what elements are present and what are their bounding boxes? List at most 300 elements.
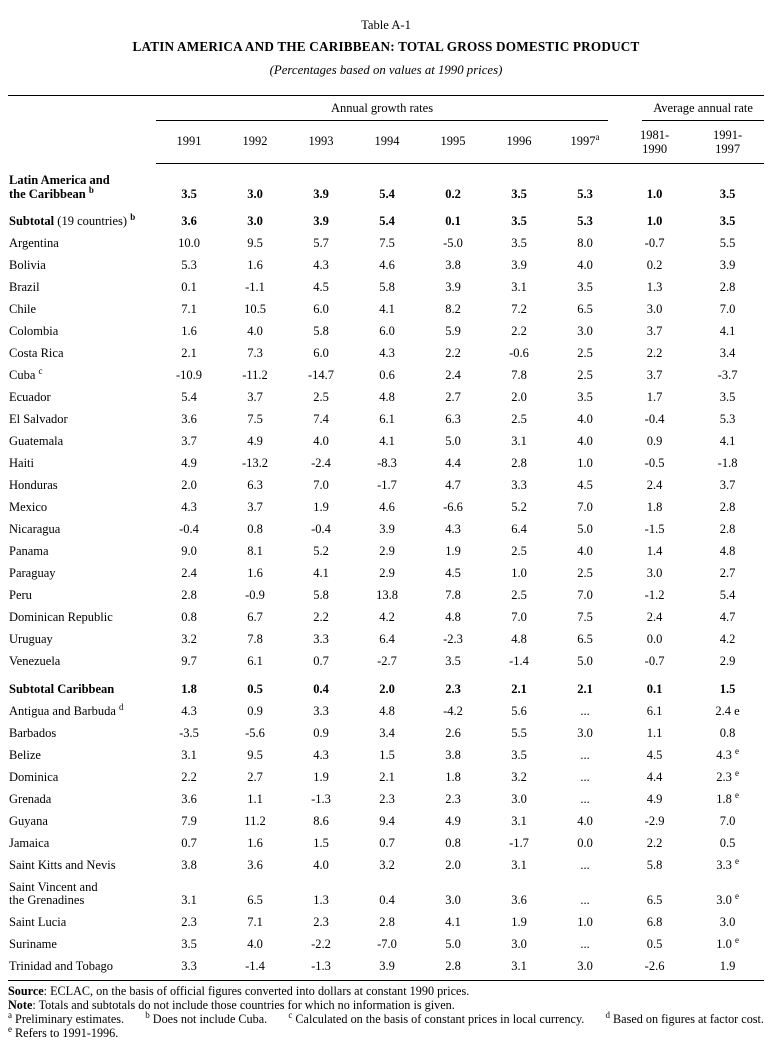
value-cell: 2.8 [420,956,486,981]
value-cell: 4.3 [313,258,329,272]
value-cell: 7.0 [313,478,329,492]
value-cell: 8.6 [313,813,329,828]
value-cell: 1.0 $^e$ [716,934,739,951]
value-cell: 3.5 [719,214,736,228]
country-label: Saint Vincent and the Grenadines [9,879,98,907]
table-row [8,810,764,832]
value-cell: 1.0 [577,915,593,929]
table-row [8,585,764,607]
country-label: Dominica [9,769,59,784]
col-header-1991: 1991 [156,121,222,163]
footnote-marker-e: e [734,855,739,866]
value-cell: 1.9 [313,769,329,784]
value-cell: 2.3 [445,791,461,806]
title-block [8,18,764,78]
value-cell: -5.0 [443,236,463,250]
value-cell: 3.2 [181,632,197,646]
value-cell: -3.5 [179,725,199,740]
column-group-average: Average annual rate [618,96,764,122]
source-text: : ECLAC, on the basis of official figures converted into dollars at constant 1990 prices. [43,983,470,998]
table-row [8,519,764,541]
table-row [8,409,764,431]
value-cell: 7.0 [577,500,593,514]
value-cell: 3.0 [511,791,527,806]
value-cell: 4.8 [445,610,461,624]
value-cell: 3.0 [511,937,527,951]
value-cell: 4.3 [313,747,329,762]
value-cell: 2.4 [646,478,663,492]
value-cell: 4.0 [577,544,593,558]
value-cell: 4.9 [646,791,663,806]
value-cell: -1.5 [644,522,665,536]
value-cell: 6.5 [247,893,263,907]
value-cell: 3.3 [511,478,527,492]
value-cell: 5.0 [445,937,461,951]
table-row [8,934,764,956]
value-cell: 6.1 [646,703,663,718]
value-cell: 2.0 [445,857,461,872]
value-cell: 1.5 [719,681,736,696]
value-cell: 2.2 [511,324,527,338]
value-cell: 2.8 [379,915,395,929]
value-cell: 0.8 [445,835,461,850]
value-cell: 6.4 [511,522,527,536]
value-cell: 4.3 [445,522,461,536]
value-cell: 3.0 [646,302,663,316]
value-cell: ... [580,937,590,951]
value-cell: -5.6 [245,725,265,740]
value-cell: 0.8 [719,725,736,740]
value-cell: -1.3 [288,956,354,981]
value-cell: 7.2 [511,302,527,316]
value-cell: 6.7 [247,610,263,624]
col-header-1994: 1994 [354,121,420,163]
value-cell: 5.8 [646,857,663,872]
value-cell: 3.8 [181,857,197,872]
table-row [8,343,764,365]
value-cell: 6.3 [445,412,461,426]
value-cell: 3.5 [511,186,527,201]
value-cell: 4.5 [313,280,329,294]
value-cell: 4.8 [379,390,395,404]
value-cell: 0.1 [646,681,663,696]
country-label: Barbados [9,725,57,740]
value-cell: 5.0 [577,522,593,536]
value-cell: 3.8 [445,258,461,272]
footnote-marker-d: d [119,701,124,712]
country-label: Argentina [9,236,59,250]
value-cell: 4.8 [379,703,395,718]
value-cell: 3.6 [181,412,197,426]
value-cell: 1.0 [577,456,593,470]
value-cell: 1.6 [247,566,263,580]
value-cell: 4.1 [719,434,736,448]
country-label: Mexico [9,500,48,514]
value-cell: 2.5 [511,544,527,558]
col-header-1997: 1997$^a$ [552,121,618,163]
value-cell: 4.0 [247,937,263,951]
country-label: Haiti [9,456,34,470]
value-cell: 0.9 [247,703,263,718]
value-cell: 3.2 [379,857,395,872]
value-cell: 2.3 [445,681,461,696]
value-cell: 0.9 [313,725,329,740]
value-cell: 7.4 [313,412,329,426]
value-cell: 2.5 [577,566,593,580]
value-cell: 2.0 [511,390,527,404]
value-cell: 2.4 [181,566,197,580]
value-cell: 1.3 [646,280,663,294]
value-cell: 6.1 [379,412,395,426]
value-cell: 7.8 [511,368,527,382]
value-cell: -0.4 [311,522,331,536]
value-cell: 2.0 [181,478,197,492]
value-cell: -1.2 [644,588,665,602]
value-cell: 5.8 [313,324,329,338]
value-cell: 0.0 [577,835,593,850]
footnotes-line [8,1012,764,1026]
value-cell: 4.3 [181,500,197,514]
table-row [8,832,764,854]
value-cell: 1.0 [646,214,663,228]
page-title: LATIN AMERICA AND THE CARIBBEAN: TOTAL GROSS DOMESTIC PRODUCT [132,39,640,54]
value-cell: 3.1 [511,813,527,828]
subtitle: (Percentages based on values at 1990 prices) [269,63,503,77]
value-cell: 1.9 [691,956,764,981]
col-header-1992: 1992 [222,121,288,163]
value-cell: 5.7 [313,236,329,250]
value-cell: 1.9 [445,544,461,558]
value-cell: 7.1 [181,302,197,316]
value-cell: 3.8 [445,747,461,762]
value-cell: 4.0 [313,857,329,872]
source-label: Source [8,983,44,998]
note-line [8,998,764,1012]
value-cell: 3.1 [511,280,527,294]
value-cell: 6.4 [379,632,395,646]
value-cell: 2.5 [577,368,593,382]
value-cell: 1.6 [247,835,263,850]
value-cell: 3.5 [511,236,527,250]
value-cell: 0.7 [379,835,395,850]
value-cell: 1.1 [247,791,263,806]
value-cell: 7.3 [247,346,263,360]
value-cell: 4.7 [719,610,736,624]
value-cell: 3.0 [247,186,263,201]
value-cell: -0.9 [245,588,265,602]
table-row [8,700,764,722]
value-cell: -1.8 [717,456,738,470]
value-cell: 1.1 [646,725,663,740]
value-cell: 7.0 [577,588,593,602]
note-text: : Totals and subtotals do not include those countries for which no information is given. [32,997,455,1012]
value-cell: 4.3 [379,346,395,360]
value-cell: 0.2 [646,258,663,272]
value-cell: -2.2 [311,937,331,951]
table-row [8,163,764,205]
value-cell: 3.7 [181,434,197,448]
value-cell: 1.0 [511,566,527,580]
col-header-1995: 1995 [420,121,486,163]
value-cell: 3.9 [445,280,461,294]
value-cell: 4.5 [445,566,461,580]
value-cell: 6.0 [313,346,329,360]
value-cell: 4.9 [181,456,197,470]
footnote-d: $^d$ Based on figures at factor cost. [605,1010,764,1027]
value-cell: 2.4 e [715,703,740,718]
table-row [8,233,764,255]
value-cell: -4.2 [443,703,463,718]
value-cell: 13.8 [376,588,398,602]
value-cell: 2.9 [379,566,395,580]
value-cell: 0.4 [313,681,329,696]
value-cell: 4.0 [577,412,593,426]
value-cell: 4.6 [379,258,395,272]
table-row [8,365,764,387]
country-label: Belize [9,747,41,762]
value-cell: 0.5 [247,681,263,696]
table-row [8,205,764,233]
table-row [8,475,764,497]
value-cell: -1.4 [222,956,288,981]
value-cell: 1.5 [379,747,395,762]
value-cell: 7.8 [247,632,263,646]
value-cell: 0.4 [379,893,395,907]
value-cell: 5.3 [577,214,593,228]
value-cell: 0.8 [247,522,263,536]
country-label: Trinidad and Tobago [8,956,156,981]
value-cell: 7.5 [379,236,395,250]
value-cell: 4.1 [379,434,395,448]
value-cell: 3.0 [247,214,263,228]
value-cell: 7.5 [247,412,263,426]
footnote-marker-e: e [734,890,739,901]
value-cell: 9.5 [247,236,263,250]
value-cell: 2.8 [181,588,197,602]
value-cell: 3.0 [577,324,593,338]
country-label: Chile [9,302,37,316]
value-cell: 7.5 [577,610,593,624]
value-cell: 2.3 [181,915,197,929]
value-cell: 7.0 [719,302,736,316]
footnote-marker-e: e [734,934,739,945]
value-cell: 3.5 [511,747,527,762]
country-label: Panama [9,544,49,558]
value-cell: 3.7 [646,368,663,382]
value-cell: 5.4 [379,186,395,201]
country-label: Honduras [9,478,58,492]
value-cell: 3.0 [552,956,618,981]
value-cell: 4.8 [511,632,527,646]
value-cell: -1.7 [509,835,529,850]
value-cell: 2.6 [445,725,461,740]
value-cell: 7.8 [445,588,461,602]
value-cell: 2.1 [379,769,395,784]
table-row [8,607,764,629]
value-cell: 3.6 [247,857,263,872]
country-label: Saint Kitts and Nevis [9,857,116,872]
table-row [8,299,764,321]
country-label: Guatemala [9,434,64,448]
value-cell: 2.5 [511,588,527,602]
value-cell: 3.1 [511,434,527,448]
value-cell: 2.8 [719,280,736,294]
value-cell: 2.7 [719,566,736,580]
value-cell: 2.2 [445,346,461,360]
value-cell: -2.7 [377,654,397,668]
value-cell: 1.5 [313,835,329,850]
value-cell: 3.6 [511,893,527,907]
country-label: Uruguay [9,632,53,646]
value-cell: 3.5 [181,937,197,951]
footnote-marker-e: e [734,767,739,778]
value-cell: 9.4 [379,813,395,828]
value-cell: 3.7 [646,324,663,338]
value-cell: 5.4 [379,214,395,228]
value-cell: 4.7 [445,478,461,492]
value-cell: -0.6 [509,346,529,360]
value-cell: -0.7 [644,654,665,668]
value-cell: 9.5 [247,747,263,762]
value-cell: 6.1 [247,654,263,668]
value-cell: 2.2 [313,610,329,624]
value-cell: 2.3 [313,915,329,929]
value-cell: 3.7 [719,478,736,492]
value-cell: 0.1 [181,280,197,294]
value-cell: 0.8 [181,610,197,624]
value-cell: 3.1 [181,747,197,762]
value-cell: 3.5 [577,390,593,404]
value-cell: 1.4 [646,544,663,558]
value-cell: -10.9 [175,368,203,382]
value-cell: 2.5 [511,412,527,426]
value-cell: 3.5 [181,186,197,201]
value-cell: 8.1 [247,544,263,558]
value-cell: 3.4 [719,346,736,360]
value-cell: 3.5 [577,280,593,294]
value-cell: 10.5 [244,302,266,316]
value-cell: -8.3 [377,456,397,470]
value-cell: 6.5 [577,302,593,316]
value-cell: 4.5 [577,478,593,492]
value-cell: 3.5 [511,214,527,228]
table-row [8,563,764,585]
table-row [8,956,764,981]
value-cell: 8.2 [445,302,461,316]
value-cell: 4.6 [379,500,395,514]
value-cell: -1.1 [245,280,265,294]
value-cell: 4.0 [577,258,593,272]
value-cell: 3.1 [181,893,197,907]
value-cell: 2.3 [379,791,395,806]
country-label: Suriname [9,937,57,951]
value-cell: 2.0 [379,681,395,696]
value-cell: 0.0 [646,632,663,646]
table-number: Table A-1 [361,18,411,32]
value-cell: 1.8 [646,500,663,514]
footnote-marker-c: c [38,365,43,376]
value-cell: -0.5 [644,456,665,470]
footnote-marker-b: b [130,211,136,222]
country-label: Grenada [9,791,52,806]
col-header-1996: 1996 [486,121,552,163]
value-cell: 3.2 [511,769,527,784]
table-row [8,541,764,563]
footnote-a: $^a$ Preliminary estimates. [8,1010,125,1027]
value-cell: 2.8 [719,500,736,514]
value-cell: 0.7 [181,835,197,850]
value-cell: -14.7 [307,368,335,382]
value-cell: 7.0 [719,813,736,828]
value-cell: 3.1 [486,956,552,981]
table-row [8,766,764,788]
value-cell: 5.5 [719,236,736,250]
value-cell: 5.5 [511,725,527,740]
table-row [8,431,764,453]
value-cell: 3.9 [719,258,736,272]
value-cell: 5.0 [577,654,593,668]
footnote-marker-a: a [595,132,600,143]
value-cell: 4.1 [719,324,736,338]
country-label: Jamaica [9,835,50,850]
value-cell: 3.5 [719,390,736,404]
footnote-e: $^e$ Refers to 1991-1996. [8,1024,119,1041]
value-cell: 6.8 [646,915,663,929]
country-label: Dominican Republic [9,610,113,624]
value-cell: 2.7 [445,390,461,404]
value-cell: -13.2 [241,456,269,470]
value-cell: 4.2 [719,632,736,646]
value-cell: 2.2 [646,835,663,850]
table-row [8,387,764,409]
value-cell: ... [580,769,590,784]
value-cell: 9.7 [181,654,197,668]
value-cell: -0.4 [179,522,199,536]
value-cell: 3.0 [646,566,663,580]
table-row [8,912,764,934]
table-row [8,453,764,475]
value-cell: 5.3 [577,186,593,201]
value-cell: 0.6 [379,368,395,382]
value-cell: 2.5 [577,346,593,360]
value-cell: 2.3 $^e$ [716,767,739,784]
value-cell: 1.6 [181,324,197,338]
value-cell: 7.9 [181,813,197,828]
value-cell: 2.1 [511,681,527,696]
value-cell: 4.4 [445,456,461,470]
value-cell: -2.3 [443,632,463,646]
value-cell: 4.5 [646,747,663,762]
value-cell: 3.4 [379,725,395,740]
source-line [8,984,764,998]
value-cell: 4.8 [719,544,736,558]
table-row [8,629,764,651]
country-label: Peru [9,588,32,602]
value-cell: 1.9 [313,500,329,514]
value-cell: -1.4 [509,654,529,668]
value-cell: 0.7 [313,654,329,668]
value-cell: 2.1 [577,681,593,696]
value-cell: -2.4 [311,456,331,470]
value-cell: 0.1 [445,214,461,228]
value-cell: 3.3 [313,632,329,646]
value-cell: 3.0 [577,725,593,740]
value-cell: 4.1 [379,302,395,316]
value-cell: 1.3 [313,893,329,907]
value-cell: -1.3 [311,791,331,806]
col-header-1991-1997: 1991- 1997 [691,121,764,163]
country-label: Saint Lucia [9,915,67,929]
